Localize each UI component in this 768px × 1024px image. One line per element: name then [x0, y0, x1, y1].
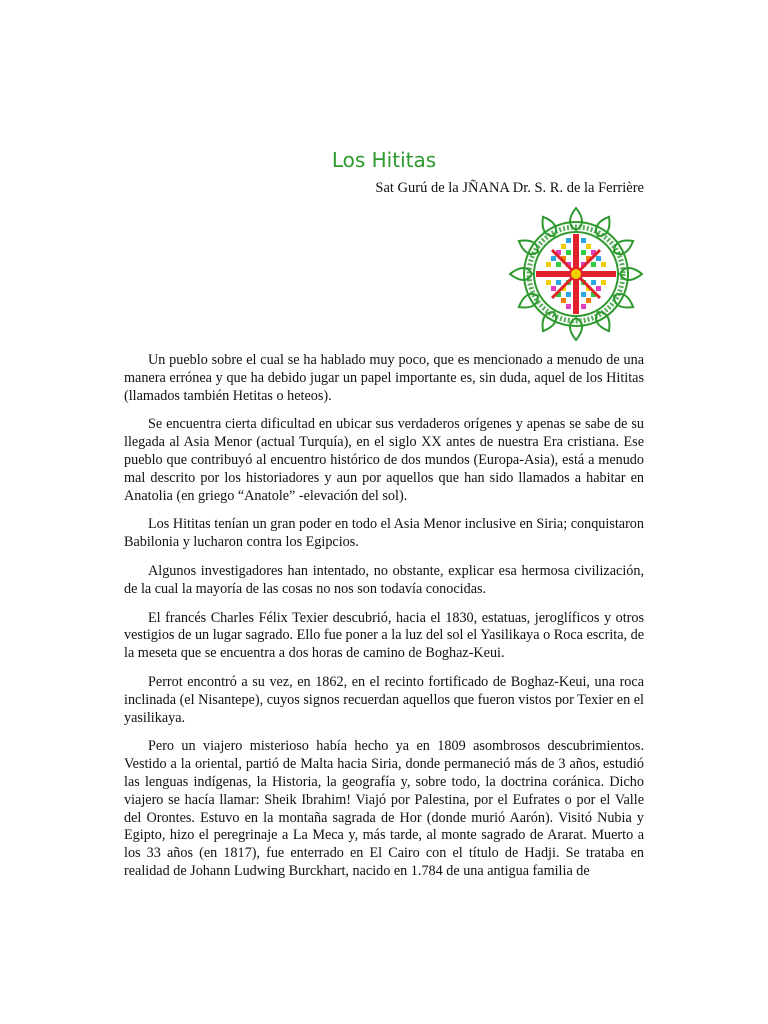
paragraph: El francés Charles Félix Texier descubrió, hacia el 1830, estatuas, jeroglíficos y otros vestigios de un lugar sagrado. Ello fue poner a la luz del sol el Yasilikaya o Roca escrita, de la meseta que se encuentra a dos horas de camino de Boghaz-Keui. [124, 609, 644, 662]
paragraph: Algunos investigadores han intentado, no obstante, explicar esa hermosa civilización, de la cual la mayoría de las cosas no nos son todavía conocidas. [124, 562, 644, 597]
author-line: Sat Gurú de la JÑANA Dr. S. R. de la Ferrière [375, 180, 644, 196]
article-body [124, 352, 644, 892]
page-title: Los Hititas [331, 148, 437, 172]
paragraph: Se encuentra cierta dificultad en ubicar sus verdaderos orígenes y apenas se sabe de su llegada al Asia Menor (actual Turquía), en el siglo XX antes de nuestra Era cristiana. Ese pueblo que contribuyó al encuentro histórico de dos mundos (Europa-Asia), está a menudo mal descrito por los historiadores y aun por aquellos que han sido llamados a habitar en Anatolia (en griego “Anatole” -elevación del sol). [124, 416, 644, 504]
paragraph: Perrot encontró a su vez, en 1862, en el recinto fortificado de Boghaz-Keui, una roca inclinada (el Nisantepe), cuyos signos recuerdan aquellos que fueron vistos por Texier en el yasilikaya. [124, 673, 644, 726]
paragraph: Pero un viajero misterioso había hecho ya en 1809 asombrosos descubrimientos. Vestido a la oriental, partió de Malta hacia Siria, donde permaneció más de 3 años, estudió las lenguas indígenas, la Historia, la geografía y, sobre todo, la doctrina coránica. Dicho viajero se hacía llamar: Sheik Ibrahim! Viajó por Palestina, por el Eufrates o por el Valle del Orontes. Estuvo en la montaña sagrada de Hor (donde murió Aarón). Visitó Nubia y Egipto, hizo el peregrinaje a La Meca y, más tarde, al monte sagrado de Ararat. Muerto a los 33 años (en 1817), fue enterrado en El Cairo con el título de Hadji. Se trataba en realidad de Johann Ludwing Burckhart, nacido en 1.784 de una antigua familia de [124, 738, 644, 879]
paragraph: Un pueblo sobre el cual se ha hablado muy poco, que es mencionado a menudo de una manera errónea y que ha debido jugar un papel importante es, sin duda, aquel de los Hititas (llamados también Hetitas o heteos). [124, 352, 644, 404]
mandala-emblem-icon [506, 204, 646, 344]
paragraph: Los Hititas tenían un gran poder en todo el Asia Menor inclusive en Siria; conquistaron Babilonia y lucharon contra los Egipcios. [124, 516, 644, 551]
